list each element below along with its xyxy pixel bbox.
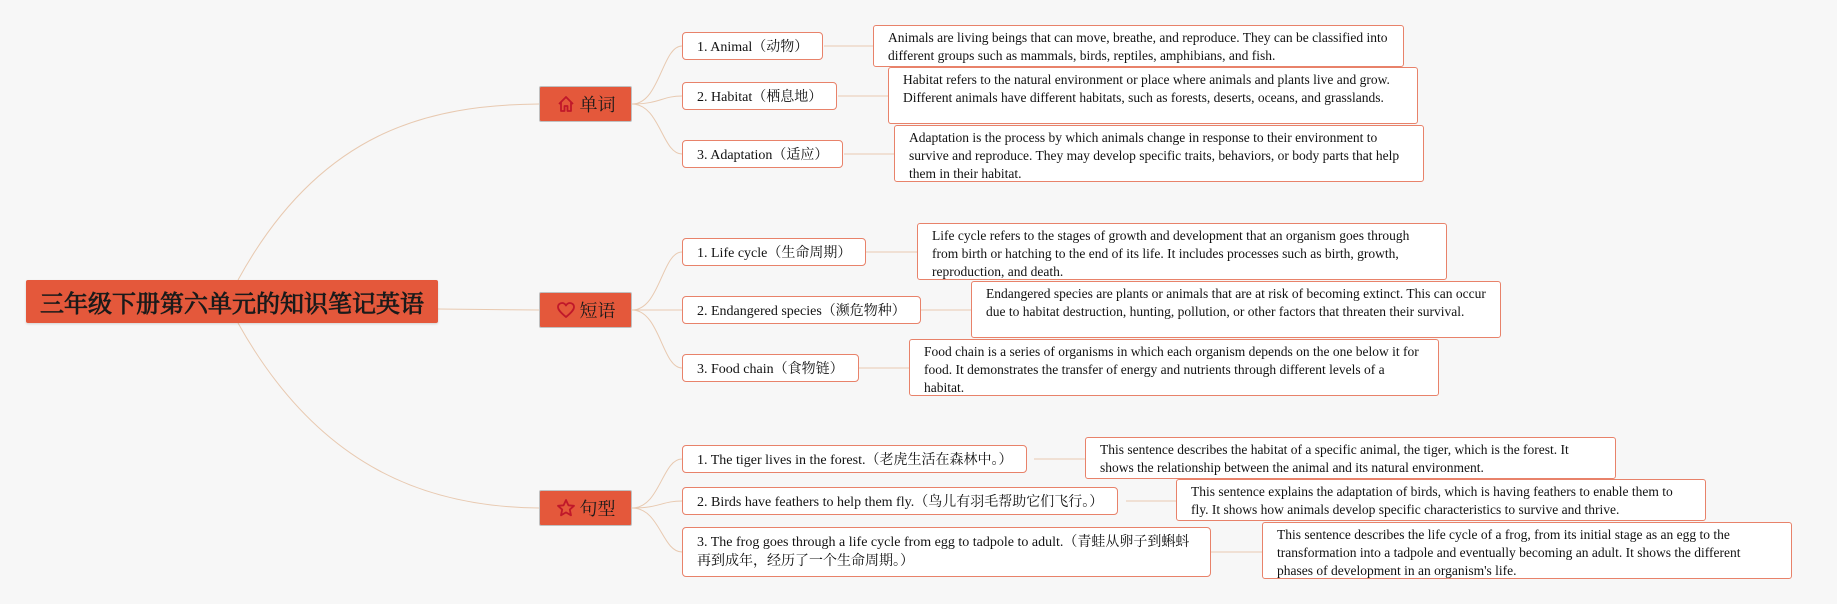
heart-icon: [556, 300, 576, 320]
desc-adaptation: Adaptation is the process by which animals change in response to their environment to survive and reproduce. They may develop specific traits, behaviors, or body parts that help them in their habitat.: [894, 125, 1424, 182]
desc-food-chain: Food chain is a series of organisms in which each organism depends on the one below it for food. It demonstrates the transfer of energy and nutrients through different levels of a habitat.: [909, 339, 1439, 396]
item-tiger-sentence[interactable]: 1. The tiger lives in the forest.（老虎生活在森林中。）: [682, 445, 1027, 473]
item-life-cycle[interactable]: 1. Life cycle（生命周期）: [682, 238, 866, 266]
category-label: 句型: [579, 499, 616, 520]
root-topic[interactable]: 三年级下册第六单元的知识笔记英语: [26, 280, 438, 323]
desc-tiger-sentence: This sentence describes the habitat of a specific animal, the tiger, which is the forest. It shows the relationship between the animal and its natural environment.: [1085, 437, 1616, 479]
desc-life-cycle: Life cycle refers to the stages of growth and development that an organism goes through from birth or hatching to the end of its life. It includes processes such as birth, growth, reproduction, and death.: [917, 223, 1447, 280]
desc-birds-sentence: This sentence explains the adaptation of birds, which is having feathers to enable them to fly. It shows how animals develop specific characteristics to survive and thrive.: [1176, 479, 1706, 521]
star-icon: [556, 498, 576, 518]
item-birds-sentence[interactable]: 2. Birds have feathers to help them fly.（鸟儿有羽毛帮助它们飞行。）: [682, 487, 1118, 515]
item-food-chain[interactable]: 3. Food chain（食物链）: [682, 354, 859, 382]
category-label: 单词: [579, 95, 616, 116]
desc-endangered-species: Endangered species are plants or animals that are at risk of becoming extinct. This can occur due to habitat destruction, hunting, pollution, or other factors that threaten their survival.: [971, 281, 1501, 338]
desc-habitat: Habitat refers to the natural environment or place where animals and plants live and grow. Different animals have different habitats, such as forests, deserts, oceans, and grasslands.: [888, 67, 1418, 124]
item-endangered-species[interactable]: 2. Endangered species（濒危物种）: [682, 296, 921, 324]
item-adaptation[interactable]: 3. Adaptation（适应）: [682, 140, 843, 168]
category-sentences[interactable]: [539, 490, 632, 526]
category-words[interactable]: [539, 86, 632, 122]
desc-frog-sentence: This sentence describes the life cycle of a frog, from its initial stage as an egg to the transformation into a tadpole and eventually becoming an adult. It shows the different phases of development in an organism's life.: [1262, 522, 1792, 579]
item-animal[interactable]: 1. Animal（动物）: [682, 32, 823, 60]
home-icon: [556, 94, 576, 114]
item-frog-sentence[interactable]: 3. The frog goes through a life cycle from egg to tadpole to adult.（青蛙从卵子到蝌蚪再到成年，经历了一个生命周期。）: [682, 527, 1211, 577]
item-habitat[interactable]: 2. Habitat（栖息地）: [682, 82, 837, 110]
desc-animal: Animals are living beings that can move, breathe, and reproduce. They can be classified into different groups such as mammals, birds, reptiles, amphibians, and fish.: [873, 25, 1404, 67]
category-phrases[interactable]: [539, 292, 632, 328]
category-label: 短语: [579, 301, 616, 322]
